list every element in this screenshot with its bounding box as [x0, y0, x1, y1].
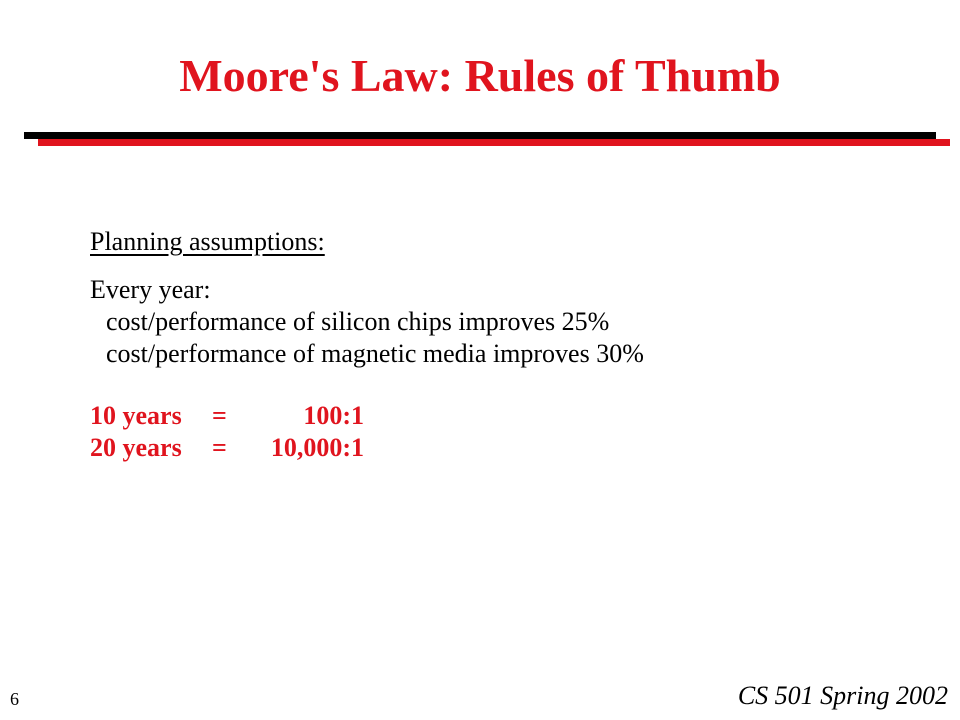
ratio-value: 10,000:1 [270, 433, 364, 462]
ratio-value: 100:1 [303, 401, 364, 430]
spacer [90, 370, 644, 400]
ratio-years: 10 years [90, 401, 182, 430]
bullet-silicon: cost/performance of silicon chips improves 25% [106, 307, 610, 336]
ratio-equals: = [212, 401, 227, 430]
course-footer: CS 501 Spring 2002 [737, 681, 948, 710]
ratio-row-10 [90, 400, 644, 432]
title-divider-black [24, 132, 936, 139]
planning-heading: Planning assumptions: [90, 227, 325, 256]
ratio-row-20 [90, 432, 644, 464]
page-number: 6 [10, 689, 19, 709]
slide-body [90, 226, 644, 464]
ratio-years: 20 years [90, 433, 182, 462]
intro-line: Every year: [90, 275, 211, 304]
slide-title: Moore's Law: Rules of Thumb [179, 50, 781, 101]
ratio-equals: = [212, 433, 227, 462]
bullet-magnetic: cost/performance of magnetic media improves 30% [106, 339, 644, 368]
title-divider-red [38, 139, 950, 146]
